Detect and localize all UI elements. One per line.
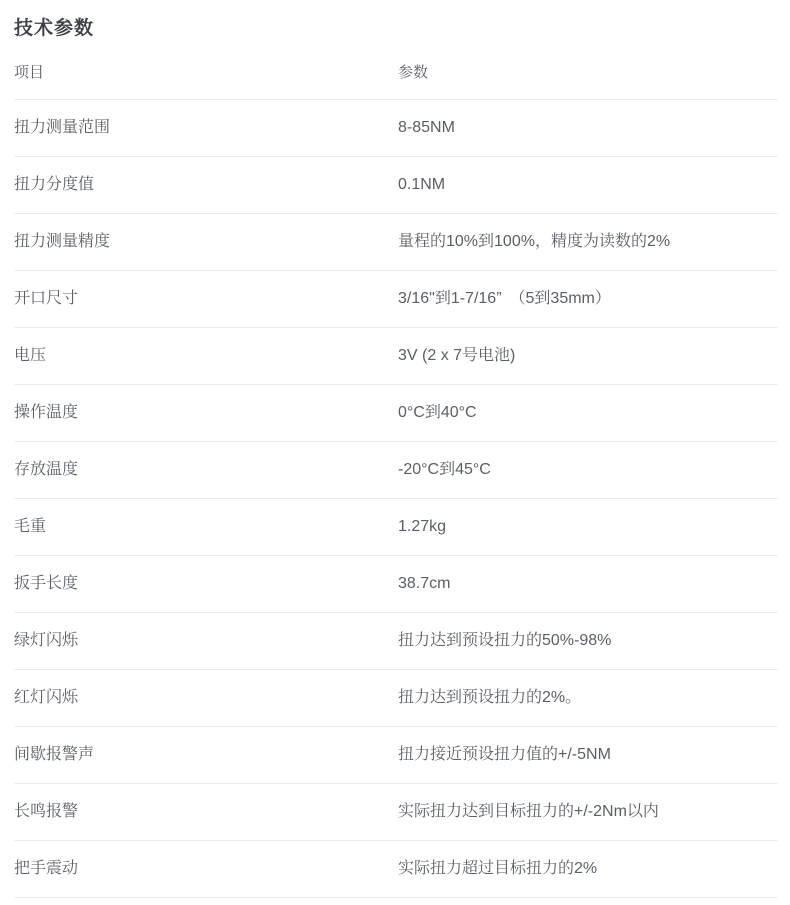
spec-value-cell: 3V (2 x 7号电池)	[398, 347, 516, 364]
spec-value-cell: 8-85NM	[398, 119, 455, 136]
table-row	[14, 385, 778, 442]
table-row	[14, 556, 778, 613]
table-row	[14, 613, 778, 670]
spec-item-cell: 长鸣报警	[14, 803, 79, 820]
table-header-row	[14, 46, 778, 100]
column-header-item: 项目	[14, 63, 45, 81]
spec-value-cell: 3/16"到1-7/16” （5到35mm）	[398, 290, 611, 307]
table-row	[14, 328, 778, 385]
spec-value-cell: 0.1NM	[398, 176, 446, 193]
spec-value-cell: 扭力达到预设扭力的2%。	[398, 689, 582, 706]
spec-value-cell: 扭力接近预设扭力值的+/-5NM	[398, 746, 611, 763]
table-row	[14, 727, 778, 784]
table-row	[14, 442, 778, 499]
spec-item-cell: 操作温度	[14, 404, 79, 421]
spec-value-cell: 0°C到40°C	[398, 404, 477, 421]
spec-item-cell: 毛重	[14, 518, 47, 535]
page-title: 技术参数	[14, 18, 95, 39]
table-row	[14, 784, 778, 841]
table-row	[14, 100, 778, 157]
spec-value-cell: 实际扭力超过目标扭力的2%	[398, 860, 598, 877]
spec-value-cell: 38.7cm	[398, 575, 451, 592]
spec-item-cell: 开口尺寸	[14, 290, 79, 307]
spec-item-cell: 电压	[14, 347, 47, 364]
column-header-value: 参数	[398, 63, 429, 81]
spec-item-cell: 扭力分度值	[14, 176, 95, 193]
spec-item-cell: 红灯闪烁	[14, 689, 79, 706]
spec-item-cell: 存放温度	[14, 461, 79, 478]
table-row	[14, 214, 778, 271]
spec-table	[14, 46, 778, 898]
spec-value-cell: -20°C到45°C	[398, 461, 491, 478]
spec-item-cell: 扭力测量精度	[14, 233, 111, 250]
table-row	[14, 499, 778, 556]
spec-value-cell: 量程的10%到100%，精度为读数的2%	[398, 233, 671, 250]
spec-item-cell: 间歇报警声	[14, 746, 95, 763]
table-body	[14, 100, 778, 898]
table-row	[14, 157, 778, 214]
spec-value-cell: 1.27kg	[398, 518, 447, 535]
spec-item-cell: 绿灯闪烁	[14, 632, 79, 649]
spec-value-cell: 扭力达到预设扭力的50%-98%	[398, 632, 612, 649]
spec-value-cell: 实际扭力达到目标扭力的+/-2Nm以内	[398, 803, 659, 820]
spec-item-cell: 扭力测量范围	[14, 119, 111, 136]
table-row	[14, 841, 778, 898]
table-row	[14, 271, 778, 328]
spec-item-cell: 扳手长度	[14, 575, 79, 592]
spec-item-cell: 把手震动	[14, 860, 79, 877]
table-row	[14, 670, 778, 727]
